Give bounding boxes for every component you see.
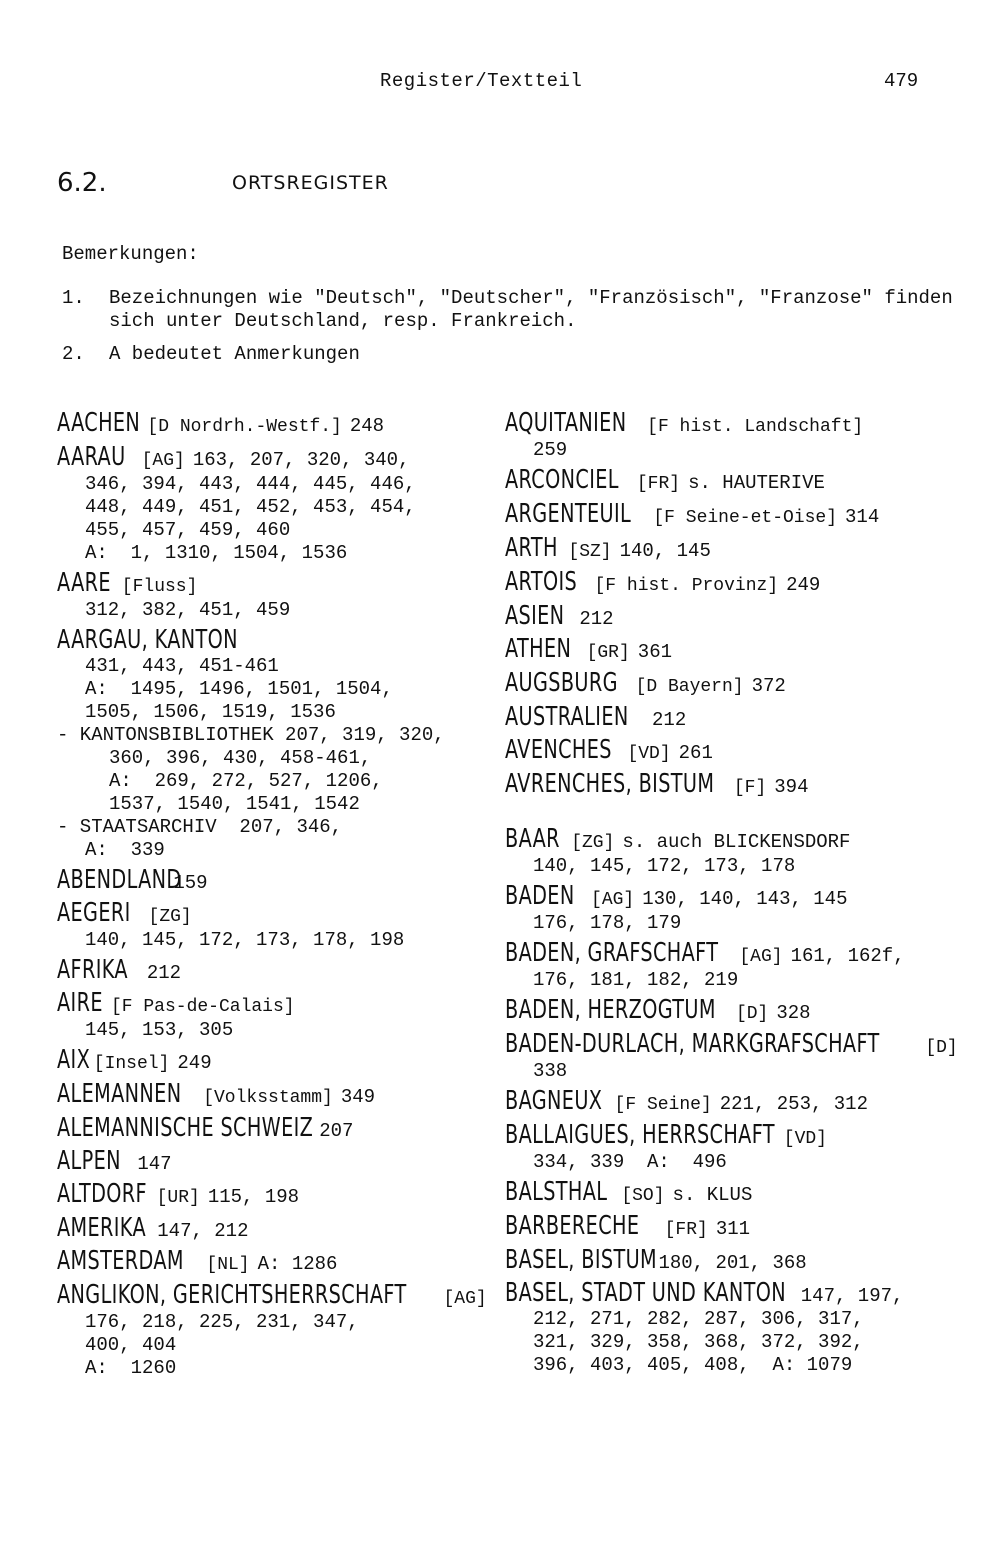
page-refs: 115, 198 xyxy=(207,1186,300,1208)
index-entry-anglikon xyxy=(57,1280,497,1380)
index-entry-abendland xyxy=(57,865,497,895)
page-refs-line: 400, 404 xyxy=(85,1334,177,1356)
page-refs: 180, 201, 368 xyxy=(658,1252,807,1274)
page-number: 479 xyxy=(884,70,919,92)
index-entry-augsburg xyxy=(505,668,975,699)
index-entry-argenteuil xyxy=(505,499,975,530)
place-name: AACHEN xyxy=(57,408,141,438)
place-name: ALEMANNISCHE SCHWEIZ xyxy=(57,1113,314,1143)
page-refs-line: 176, 218, 225, 231, 347, xyxy=(85,1311,359,1333)
place-name: AARGAU, KANTON xyxy=(57,625,238,655)
place-name: AQUITANIEN xyxy=(505,408,627,438)
place-note: [F Seine-et-Oise] xyxy=(653,508,838,528)
index-entry-aire xyxy=(57,988,497,1042)
page-refs: 311 xyxy=(715,1218,751,1240)
place-name: AVRENCHES, BISTUM xyxy=(505,769,715,799)
index-entry-aarau xyxy=(57,442,497,565)
place-name: BAAR xyxy=(505,824,560,854)
page-refs: 147 xyxy=(137,1153,172,1175)
page-refs-line: 212, 271, 282, 287, 306, 317, xyxy=(533,1308,864,1330)
index-entry-aix xyxy=(57,1045,497,1076)
sub-entry-staatsarchiv: - STAATSARCHIV 207, 346, xyxy=(57,816,343,838)
place-name: BASEL, BISTUM xyxy=(505,1245,658,1275)
page-refs-line: 334, 339 A: 496 xyxy=(533,1151,727,1173)
place-note: [FR] xyxy=(636,474,681,494)
index-entry-aargau xyxy=(57,625,497,862)
index-entry-alemannen xyxy=(57,1079,497,1110)
page-refs: 147, 212 xyxy=(157,1220,249,1242)
place-name: AIX xyxy=(57,1045,91,1075)
page-refs: 212 xyxy=(652,709,687,731)
place-name: AFRIKA xyxy=(57,955,128,985)
index-entry-aquitanien xyxy=(505,408,975,462)
page-refs-line: 259 xyxy=(533,439,568,461)
index-entry-barbereche xyxy=(505,1211,975,1242)
page-refs: 394 xyxy=(774,776,809,798)
index-entry-asien xyxy=(505,601,975,631)
page-refs: 248 xyxy=(349,415,385,437)
place-name: ALEMANNEN xyxy=(57,1079,182,1109)
place-note: [UR] xyxy=(156,1188,200,1208)
page-refs: 130, 140, 143, 145 xyxy=(642,888,848,910)
remark-number: 2. xyxy=(62,343,85,365)
page-refs: 361 xyxy=(637,641,673,663)
page-refs-line: 321, 329, 358, 368, 372, 392, xyxy=(533,1331,864,1353)
place-note: [F Seine] xyxy=(614,1095,712,1115)
place-note: [AG] xyxy=(141,451,185,471)
index-entry-baden-grafschaft xyxy=(505,938,975,992)
place-note: [F] xyxy=(733,778,767,798)
place-note: [D] xyxy=(735,1004,769,1024)
running-head: Register/Textteil xyxy=(380,70,583,92)
page-refs-line: 338 xyxy=(533,1060,568,1082)
index-entry-aachen xyxy=(57,408,497,439)
place-note: [Fluss] xyxy=(121,577,198,597)
remark-item xyxy=(62,343,962,366)
place-note: [AG] xyxy=(443,1289,487,1309)
page-refs: 147, 197, xyxy=(800,1285,904,1307)
page-refs: 372 xyxy=(751,675,786,697)
annotation-refs: 1537, 1540, 1541, 1542 xyxy=(109,793,360,815)
place-name: ALPEN xyxy=(57,1146,121,1176)
place-name: AIRE xyxy=(57,988,103,1018)
page-refs: 328 xyxy=(776,1002,811,1024)
page-refs: 212 xyxy=(146,962,182,984)
page-refs-line: 140, 145, 172, 173, 178, 198 xyxy=(85,929,405,951)
index-entry-basel-bistum xyxy=(505,1245,975,1275)
place-name: BARBERECHE xyxy=(505,1211,640,1241)
place-name: ARTH xyxy=(505,533,558,563)
remark-item xyxy=(62,287,962,333)
page-refs-line: 455, 457, 459, 460 xyxy=(85,519,291,541)
index-entry-basel-stadt xyxy=(505,1278,975,1377)
index-entry-athen xyxy=(505,634,975,665)
place-name: AEGERI xyxy=(57,898,131,928)
section-number: 6.2. xyxy=(57,168,107,198)
place-note: [ZG] xyxy=(148,907,192,927)
index-entry-baar xyxy=(505,824,975,878)
page-refs: 261 xyxy=(678,742,713,764)
place-name: ATHEN xyxy=(505,634,572,664)
index-entry-baden-herzogtum xyxy=(505,995,975,1026)
index-entry-avenches xyxy=(505,735,975,766)
place-name: BAGNEUX xyxy=(505,1086,603,1116)
place-name: BALSTHAL xyxy=(505,1177,608,1207)
place-note: [F Pas-de-Calais] xyxy=(110,997,295,1017)
index-entry-australien xyxy=(505,702,975,732)
cross-reference: s. HAUTERIVE xyxy=(688,472,825,494)
section-title: ORTSREGISTER xyxy=(232,172,389,194)
index-entry-altdorf xyxy=(57,1179,497,1210)
page-refs: A: 1286 xyxy=(257,1253,338,1275)
page-refs-line: 140, 145, 172, 173, 178 xyxy=(533,855,796,877)
page-refs: 140, 145 xyxy=(619,540,711,562)
place-name: AUGSBURG xyxy=(505,668,618,698)
annotation-refs: 1505, 1506, 1519, 1536 xyxy=(85,701,336,723)
place-note: [FR] xyxy=(664,1220,708,1240)
place-note: [F hist. Landschaft] xyxy=(647,417,864,437)
place-name: AVENCHES xyxy=(505,735,612,765)
index-entry-aegeri xyxy=(57,898,497,952)
sub-entry-kantonsbibliothek: - KANTONSBIBLIOTHEK 207, 319, 320, xyxy=(57,724,445,746)
annotation-refs: A: 1, 1310, 1504, 1536 xyxy=(85,542,348,564)
place-name: AMSTERDAM xyxy=(57,1246,184,1276)
place-note: [D Nordrh.-Westf.] xyxy=(147,417,342,437)
index-entry-arconciel xyxy=(505,465,975,496)
index-entry-baden xyxy=(505,881,975,935)
index-entry-alpen xyxy=(57,1146,497,1176)
place-name: BADEN xyxy=(505,881,575,911)
page-refs: 161, 162f, xyxy=(790,945,905,967)
place-note: [Volksstamm] xyxy=(203,1088,333,1108)
page-refs: 249 xyxy=(786,574,821,596)
place-name: BALLAIGUES, HERRSCHAFT xyxy=(505,1120,775,1150)
remark-text: Bezeichnungen wie "Deutsch", "Deutscher", "Französisch", "Franzose" finden sich unter Deutschland, resp. Frankreich. xyxy=(109,287,953,332)
place-note: [D] xyxy=(925,1038,958,1058)
page-refs: 249 xyxy=(177,1052,212,1074)
annotation-refs: A: 269, 272, 527, 1206, xyxy=(109,770,383,792)
place-note: [F hist. Provinz] xyxy=(594,576,779,596)
place-note: [D Bayern] xyxy=(635,677,744,697)
index-entry-alemannische-schweiz xyxy=(57,1113,497,1143)
cross-reference: s. KLUS xyxy=(672,1184,753,1206)
place-name: BASEL, STADT UND KANTON xyxy=(505,1278,787,1308)
remark-number: 1. xyxy=(62,287,85,309)
annotation-refs: A: 1260 xyxy=(85,1357,177,1379)
page-refs: 159 xyxy=(173,872,208,894)
index-entry-artois xyxy=(505,567,975,598)
place-name: ANGLIKON, GERICHTSHERRSCHAFT xyxy=(57,1280,407,1310)
place-name: ARCONCIEL xyxy=(505,465,619,495)
page-refs: 221, 253, 312 xyxy=(719,1093,868,1115)
place-note: [VD] xyxy=(783,1129,827,1149)
place-name: BADEN, HERZOGTUM xyxy=(505,995,716,1025)
place-name: ARGENTEUIL xyxy=(505,499,632,529)
place-name: ABENDLAND xyxy=(57,865,182,895)
annotation-refs: A: 339 xyxy=(85,839,165,861)
place-note: [NL] xyxy=(206,1255,250,1275)
page-refs-line: 145, 153, 305 xyxy=(85,1019,234,1041)
place-note: [GR] xyxy=(586,643,630,663)
place-name: AUSTRALIEN xyxy=(505,702,629,732)
index-entry-aare xyxy=(57,568,497,622)
annotation-refs: A: 1495, 1496, 1501, 1504, xyxy=(85,678,393,700)
page-refs-line: 176, 178, 179 xyxy=(533,912,682,934)
place-note: [AG] xyxy=(591,890,635,910)
index-entry-amsterdam xyxy=(57,1246,497,1277)
page-refs-line: 396, 403, 405, 408, A: 1079 xyxy=(533,1354,853,1376)
place-name: ALTDORF xyxy=(57,1179,147,1209)
place-name: BADEN, GRAFSCHAFT xyxy=(505,938,719,968)
page-refs: 212 xyxy=(579,608,614,630)
place-name: AARAU xyxy=(57,442,126,472)
page-refs: 314 xyxy=(845,506,880,528)
place-note: [SZ] xyxy=(568,542,612,562)
place-note: [Insel] xyxy=(93,1054,170,1074)
page-refs: 207 xyxy=(319,1120,354,1142)
page-refs-line: 431, 443, 451-461 xyxy=(85,655,279,677)
index-entry-balsthal xyxy=(505,1177,975,1208)
page-refs-line: 448, 449, 451, 452, 453, 454, xyxy=(85,496,416,518)
page-refs-line: 346, 394, 443, 444, 445, 446, xyxy=(85,473,416,495)
place-name: ASIEN xyxy=(505,601,565,631)
page-refs-line: 312, 382, 451, 459 xyxy=(85,599,291,621)
place-name: BADEN-DURLACH, MARKGRAFSCHAFT xyxy=(505,1029,880,1059)
index-entry-ballaigues xyxy=(505,1120,975,1174)
index-entry-arth xyxy=(505,533,975,564)
index-entry-amerika xyxy=(57,1213,497,1243)
place-note: [AG] xyxy=(739,947,783,967)
remarks-heading: Bemerkungen: xyxy=(62,243,199,265)
index-column-right xyxy=(505,408,975,1384)
index-entry-avrenches xyxy=(505,769,975,800)
page-refs-line: 360, 396, 430, 458-461, xyxy=(109,747,372,769)
remark-text: A bedeutet Anmerkungen xyxy=(109,343,360,365)
index-entry-afrika xyxy=(57,955,497,985)
page-refs: 163, 207, 320, 340, xyxy=(192,449,410,471)
page-refs: 349 xyxy=(340,1086,376,1108)
place-name: AMERIKA xyxy=(57,1213,146,1243)
place-note: [SO] xyxy=(621,1186,665,1206)
place-name: ARTOIS xyxy=(505,567,578,597)
place-note: [VD] xyxy=(627,744,671,764)
page-refs-line: 176, 181, 182, 219 xyxy=(533,969,739,991)
index-entry-bagneux xyxy=(505,1086,975,1117)
place-note: [ZG] xyxy=(571,833,615,853)
place-name: AARE xyxy=(57,568,111,598)
remarks-list xyxy=(62,287,962,376)
index-entry-baden-durlach xyxy=(505,1029,975,1083)
index-column-left xyxy=(57,408,497,1387)
cross-reference: s. auch BLICKENSDORF xyxy=(622,831,851,853)
